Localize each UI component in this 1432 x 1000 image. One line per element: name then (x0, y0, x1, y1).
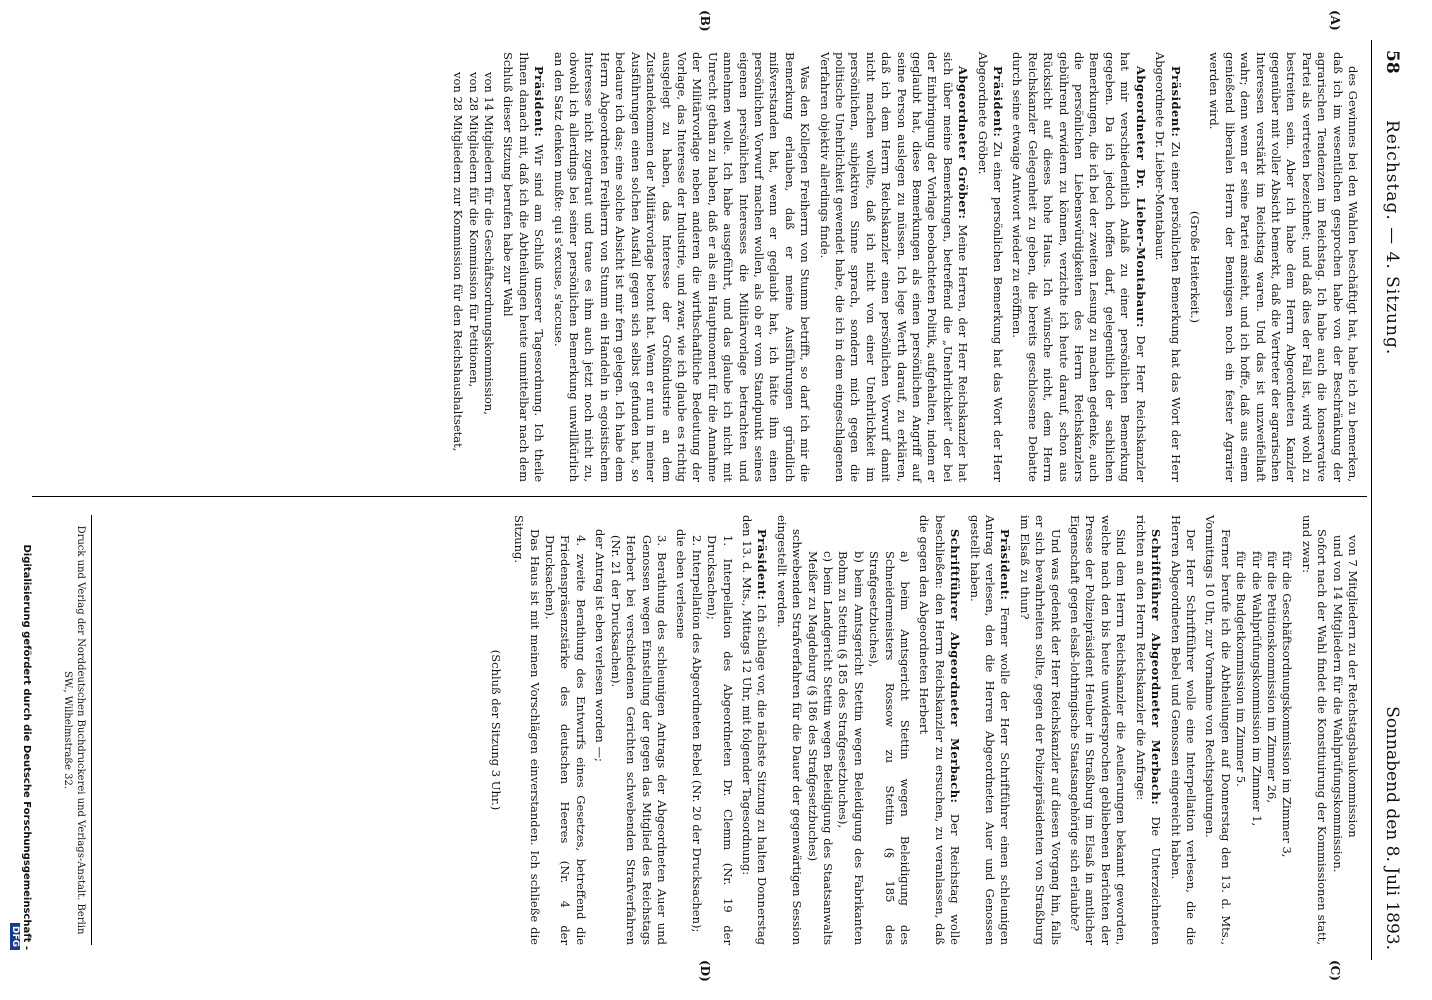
sublist-item: für die Petitionskommission im Zimmer 26, (1264, 551, 1279, 803)
header-date: Sonnabend den 8. Juli 1893. (1382, 706, 1402, 950)
speech-text: Wir sind am Schluß unserer Tagesordnung. Ich theile Ihnen danach mit, daß ich die Abtheilungen heute unmittelbar nach dem Schluß dieser Sitzung berufen habe zur Wahl (501, 52, 547, 483)
speaker-name: Schriftführer Abgeordneter Merbach: (948, 529, 963, 804)
list-item: von 7 Mitgliedern zu der Reichstagsbaukommission (1346, 535, 1360, 838)
paragraph: Sind dem Herrn Reichskanzler die Aeußerungen bekannt geworden, welche nach den bis heute unwidersprochen gebliebenen Berichten der Presse der Polizeipräsident Heuber in Straßburg im Elsaß in amtlicher Eigenschaft gegen elsaß-lothringische Staatsangehörige sich erlaubte? (1068, 515, 1129, 945)
speech-text: Zu einer persönlichen Bemerkung hat das Wort der Herr Abgeordnete Dr. Lieber-Montabaur. (1153, 52, 1183, 482)
imprint: Druck und Verlag der Norddeutschen Buchdruckerei und Verlags-Anstalt. Berlin SW., Wilhelmstraße 32. (61, 515, 92, 945)
speech-paragraph (816, 52, 970, 482)
sublist-item: für die Geschäftsordnungskommission im Zimmer 3, (1280, 551, 1295, 858)
speech-paragraph (974, 52, 1005, 482)
sublist-item: a) beim Amtsgericht Stettin wegen Beleidigung des Schneidermeisters Rossow zu Stettin (§ 185 des Strafgesetzbuches), (867, 551, 913, 945)
list-item: von 28 Mitgliedern zur Kommission für den Reichshaushaltsetat, (451, 72, 466, 452)
paragraph: Das Haus ist mit meinen Vorschlägen einverstanden. Ich schließe die Sitzung. (512, 515, 542, 945)
header-title: Reichstag. — 4. Sitzung. (1382, 120, 1402, 356)
margin-mark-d: (D) (698, 960, 712, 982)
paragraph: Ferner berufe ich die Abtheilungen auf Donnerstag den 13. d. Mts., Vormittags 10 Uhr, zur Vornahme von Rechtspatungen. (1203, 515, 1233, 945)
speech-text: Ich schlage vor, die nächste Sitzung zu halten Donnerstag den 13. d. Mts., Mittags 12 Uhr, mit folgender Tagesordnung: (739, 515, 770, 945)
speech-text: Die Unterzeichneten richten an den Herrn Reichskanzler die Anfrage: (1133, 515, 1164, 945)
paragraph: Was den Kollegen Freiherrn von Stumm betrifft, so darf ich mir die Bemerkung erlauben, daß er meine Ausführungen gründlich mißverstanden hat, wenn er geglaubt hat, ich hätte ihm einen persönlichen Vorwurf machen wollen, als ob er vom Standpunkt seines eigenen persönlichen Interesses die Militärvorlage betrachten und annehmen wolle. Ich habe ausgeführt, und das glaube ich nicht mit Unrecht gethan zu haben, daß er als ein Hauptmoment für die Annahme der Militärvorlage neben anderen die wirthschaftliche Bedeutung der Vorlage, das Interesse der Industrie, und zwar, wie ich glaube es richtig ausgelegt zu haben, das Interesse der Großindustrie an dem Zustandekommen der Militärvorlage betont hat. Wenn er nun in meiner Ausführungen einen solchen Ausfall gegen sich selbst gefunden hat, so bedaure ich das; eine solche Absicht ist mir fern gelegen. Ich habe dem Herrn Abgeordneten Freiherrn von Stumm ein Handeln in egoistischem Interesse nicht zugetraut und traue es ihm auch jetzt noch nicht zu, obwohl ich allerdings bei seiner persönlichen Bemerkung unwillkürlich an den Satz denken mußte: qui s'excuse, s'accuse. (551, 52, 813, 482)
paragraph: schwebenden Strafverfahren für die Dauer der gegenwärtigen Session eingestellt werden. (774, 515, 805, 945)
speech-text: Ferner wolle der Herr Schriftführer einen schleunigen Antrag verlesen, den die Herren Abgeordneten Auer und Genossen gestellt haben. (967, 515, 1013, 946)
sublist-item: für die Budgetkommission im Zimmer 5. (1234, 551, 1249, 787)
list-item: 2. Interpellation des Abgeordneten Bebel (Nr. 20 der Drucksachen); (689, 535, 704, 933)
paragraph: des Gewinnes bei den Wahlen beschäftigt hat, habe ich zu bemerken, daß ich im wesentlichen gesprochen habe von der Beschränkung der agrarischen Tendenzen im Reichstag. Ich habe auch die konservative Partei als vertreten bezeichnet; und daß dies der Fall ist, wird wohl zu bestreiten sein. Aber ich habe dem Herrn Abgeordneten Kanzler gegenüber mit voller Absicht bemerkt, daß die Vertreter der agrarischen Interessen verstärkt im Reichstag waren. Und das ist unzweifelhaft wahr; denn wenn er seine Partei ansieht, und ich hoffe, daß aus einem genießend liberalen Herrn der Bennigsen noch ein fester Agrarier werden wird. (1207, 52, 1360, 482)
column-divider (32, 496, 1367, 497)
list-item: 3. Berathung des schleunigen Antrags der Abgeordneten Auer und Genossen wegen Einstellung der gegen das Mitglied des Reichstags Herbert bei verschiedenen Gerichten schwebenden Strafverfahren (Nr. 21 der Drucksachen). (608, 535, 669, 945)
credit-text: Digitalisierung gefördert durch die Deutsche Forschungsgemeinschaft - (21, 544, 32, 950)
speaker-name: Schriftführer Abgeordneter Merbach: (1149, 529, 1164, 806)
page-number: 58 (1382, 50, 1402, 74)
speaker-name: Präsident: (755, 529, 770, 601)
paragraph: Der Herr Schriftführer wolle eine Interpellation verlesen, die die Herren Abgeordneten Bebel und Genossen eingereicht haben. (1168, 515, 1198, 945)
paragraph: Sofort nach der Wahl findet die Konstituirung der Kommissionen statt, und zwar: (1299, 515, 1330, 945)
stage-direction: (Große Heiterkeit.) (1187, 211, 1202, 323)
sublist-item: c) beim Landgericht Stettin wegen Beleidigung des Staatsanwalts Meißer zu Magdeburg (§ 186 des Strafgesetzbuches) (805, 551, 835, 945)
speech-paragraph (1132, 515, 1163, 945)
speech-text: Der Herr Reichskanzler hat mir verschiedentlich Anlaß zu einer persönlichen Bemerkung gegeben. Da ich jedoch hoffen darf, gelegentlich der sachlichen Bemerkungen, die ich bei der zweiten Lesung zu machen gedenke, auch die persönlichen Liebenswürdigkeiten des Herrn Reichskanzlers gebührend erwidern zu können, verzichte ich heute darauf, schon aus Rücksicht auf dieses hohe Haus. Ich wünsche nicht, dem Herrn Reichskanzler Gelegenheit zu geben, die bereits geschlossene Debatte durch seine etwaige Antwort wieder zu eröffnen. (1010, 52, 1148, 483)
speaker-name: Präsident: (1168, 66, 1183, 138)
speech-paragraph (916, 515, 962, 945)
right-column (483, 515, 1360, 945)
speech-text: Der Reichstag wolle beschließen: den Herrn Reichskanzler zu ersuchen, zu veranlassen, daß die gegen den Abgeordneten Herbert (917, 515, 963, 945)
header-rule (1371, 40, 1372, 960)
list-item: und von 14 Mitgliedern für die Wahlprüfungskommission. (1330, 535, 1345, 873)
margin-mark-b: (B) (698, 10, 712, 32)
speaker-name: Präsident: (998, 529, 1013, 601)
speaker-name: Präsident: (532, 66, 547, 138)
margin-mark-c: (C) (1328, 960, 1342, 981)
speech-text: Meine Herren, der Herr Reichskanzler hat sich über meine Bemerkungen, betreffend die „Unehrlichkeit“ der bei der Einbringung der Vorlage beobachteten Politik, aufgehalten, indem er geglaubt hat, diese Bemerkungen als einen persönlichen Angriff auf seine Person auslegen zu müssen. Ich lege Werth darauf, zu erklären, daß ich dem Herrn Reichskanzler einen persönlichen Vorwurf damit nicht machen wollte, daß ich nicht von einer Unehrlichkeit im persönlichen, subjektiven Sinne sprach, sondern mich gegen die politische Unehrlichkeit gewendet habe, die ich in dem eingeschlagenen Verfahren objektiv allerdings finde. (817, 52, 971, 482)
paragraph: die eben verlesene (674, 529, 689, 639)
list-item: 1. Interpellation des Abgeordneten Dr. Clemm (Nr. 19 der Drucksachen); (705, 535, 735, 945)
digitization-credit (10, 520, 32, 950)
sublist-item: b) beim Amtsgericht Stettin wegen Beleidigung des Fabrikanten Bohm zu Stettin (§ 185 des Strafgesetzbuches), (836, 551, 866, 945)
paragraph: der Antrag ist eben verlesen worden —; (593, 529, 608, 762)
margin-mark-a: (A) (1328, 10, 1342, 31)
page-header (1372, 50, 1412, 950)
speaker-name: Abgeordneter Gröber: (956, 66, 971, 220)
speech-paragraph (1152, 52, 1183, 482)
sublist-item: für die Wahlprüfungskommission im Zimmer 1, (1249, 551, 1264, 827)
speech-text: Zu einer persönlichen Bemerkung hat das Wort der Herr Abgeordnete Gröber. (975, 52, 1006, 482)
speaker-name: Abgeordneter Dr. Lieber-Montabaur: (1133, 66, 1148, 328)
speech-paragraph (500, 52, 546, 482)
speech-paragraph (1009, 52, 1148, 482)
speech-paragraph (966, 515, 1012, 945)
speech-paragraph (739, 515, 770, 945)
list-item: von 28 Mitgliedern für die Kommission für Petitionen, (466, 72, 481, 388)
dfg-logo: DFG (10, 923, 20, 950)
session-closing: (Schluß der Sitzung 3 Uhr.) (488, 649, 503, 811)
paragraph: Und was gedenkt der Herr Reichskanzler auf diesen Vorgang hin, falls er sich bewahrheiten sollte, gegen der Polizeipräsidenten von Straßburg im Elsaß zu thun? (1017, 515, 1063, 945)
left-column (450, 52, 1360, 482)
list-item: 4. zweite Berathung des Entwurfs eines Gesetzes, betreffend die Friedenspräsenzstärke des deutschen Heeres (Nr. 4 der Drucksachen). (543, 535, 588, 945)
speaker-name: Präsident: (991, 66, 1006, 138)
list-item: von 14 Mitgliedern für die Geschäftsordnungskommission, (482, 72, 497, 415)
